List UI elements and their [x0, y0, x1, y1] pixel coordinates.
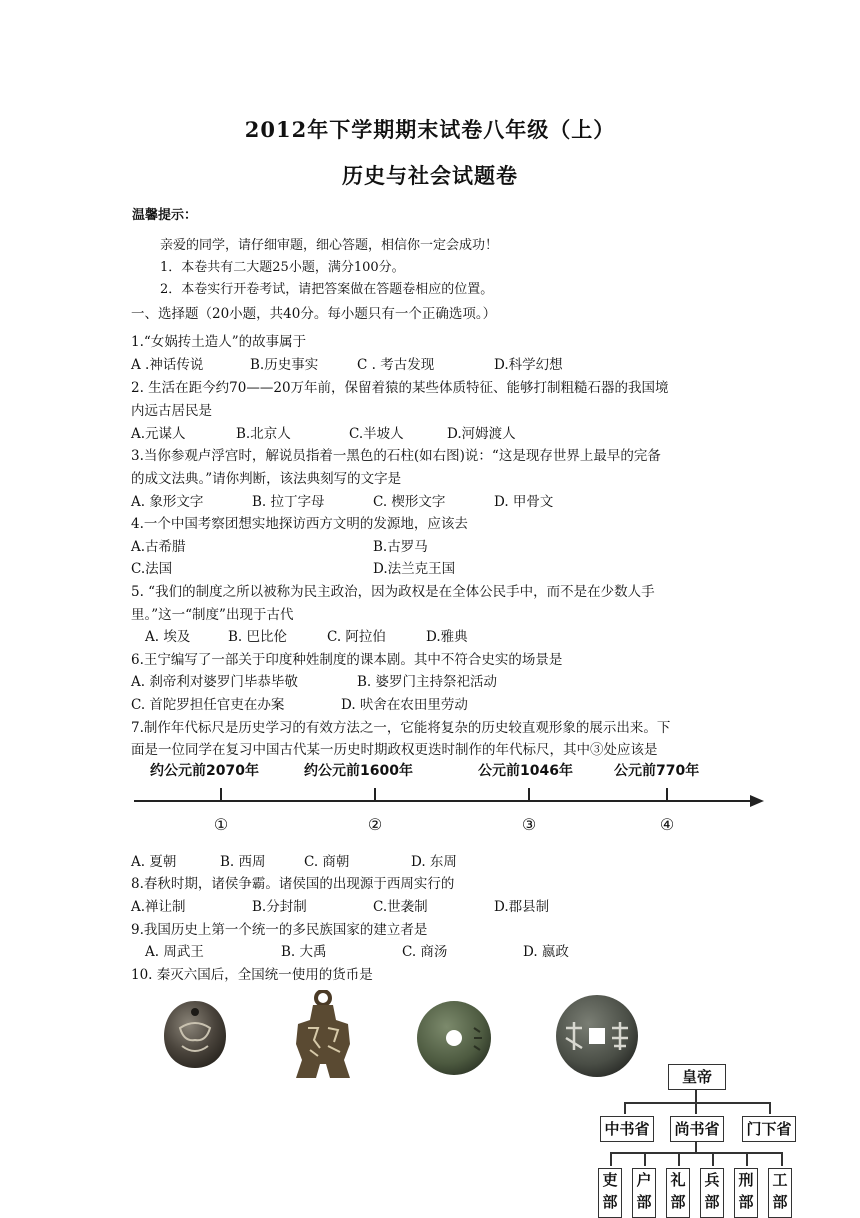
org-node-bottom: 礼部: [666, 1168, 690, 1218]
org-node-middle: 门下省: [742, 1116, 796, 1142]
question-stem: 10. 秦灭六国后，全国统一使用的货币是: [131, 967, 373, 983]
timeline-tick: [220, 788, 222, 801]
question-stem: 4.一个中国考察团想实地探访西方文明的发源地，应该去: [131, 516, 468, 532]
timeline-label: 公元前770年: [614, 763, 700, 779]
option: D. 东周: [411, 854, 457, 870]
option: D.法兰克王国: [373, 561, 456, 577]
option: C.半坡人: [349, 426, 404, 442]
question-stem: 6.王宁编写了一部关于印度种姓制度的课本剧。其中不符合史实的场景是: [131, 652, 563, 668]
option: B. 婆罗门主持祭祀活动: [357, 674, 498, 690]
connector: [610, 1152, 782, 1154]
connector: [712, 1152, 714, 1166]
option: D.雅典: [426, 629, 468, 645]
connector: [624, 1102, 626, 1114]
option: B.北京人: [236, 426, 291, 442]
tips-heading: 温馨提示：: [132, 208, 198, 223]
option: D.郡县制: [494, 899, 550, 915]
option: A .神话传说: [131, 357, 204, 373]
org-node-middle: 中书省: [600, 1116, 654, 1142]
question-stem: 5. “我们的制度之所以被称为民主政治，因为政权是在全体公民手中，而不是在少数人手: [131, 584, 655, 600]
option: B.历史事实: [250, 357, 319, 373]
option: A. 刹帝利对婆罗门毕恭毕敬: [131, 674, 298, 690]
timeline-mark: ④: [659, 815, 675, 834]
question-stem: 的成文法典。”请你判断，该法典刻写的文字是: [131, 471, 402, 487]
connector: [746, 1152, 748, 1166]
connector: [769, 1102, 771, 1114]
option: B. 拉丁字母: [252, 494, 325, 510]
option: C . 考古发现: [357, 357, 435, 373]
connector: [695, 1142, 697, 1152]
option: A. 象形文字: [131, 494, 204, 510]
connector: [624, 1102, 770, 1104]
option: C.法国: [131, 561, 173, 577]
org-node-bottom: 刑部: [734, 1168, 758, 1218]
question-stem: 面是一位同学在复习中国古代某一历史时期政权更迭时制作的年代标尺，其中③处应该是: [131, 742, 658, 758]
question-stem: 8.春秋时期，诸侯争霸。诸侯国的出现源于西周实行的: [131, 876, 455, 892]
timeline-mark: ③: [521, 815, 537, 834]
connector: [678, 1152, 680, 1166]
connector: [781, 1152, 783, 1166]
org-node-top: 皇帝: [668, 1064, 726, 1090]
timeline-ruler: [128, 758, 778, 838]
connector: [695, 1090, 697, 1102]
timeline-mark: ①: [213, 815, 229, 834]
exam-title: 2012年下学期期末试卷八年级（上）: [244, 117, 616, 142]
round-hole-coin-icon: [414, 998, 494, 1078]
org-node-bottom: 兵部: [700, 1168, 724, 1218]
option: B. 西周: [220, 854, 266, 870]
tip-line: 2．本卷实行开卷考试，请把答案做在答题卷相应的位置。: [160, 282, 494, 297]
option: C. 楔形文字: [373, 494, 446, 510]
option: D.河姆渡人: [447, 426, 516, 442]
org-chart: [596, 1062, 796, 1216]
connector: [695, 1102, 697, 1114]
option: A. 埃及: [145, 629, 191, 645]
question-stem: 7.制作年代标尺是历史学习的有效方法之一，它能将复杂的历史较直观形象的展示出来。下: [131, 720, 671, 736]
option: A.古希腊: [131, 539, 186, 555]
timeline-mark: ②: [367, 815, 383, 834]
section-heading: 一、选择题（20小题，共40分。每小题只有一个正确选项。）: [131, 306, 497, 322]
option: B. 大禹: [281, 944, 327, 960]
tip-line: 亲爱的同学，请仔细审题，细心答题，相信你一定会成功！: [160, 238, 499, 253]
question-stem: 3.当你参观卢浮宫时，解说员指着一黑色的石柱(如右图)说：“这是现存世界上最早的完备: [131, 448, 661, 464]
timeline-label: 约公元前2070年: [150, 763, 259, 779]
option: D. 吠舍在农田里劳动: [341, 697, 468, 713]
timeline-tick: [374, 788, 376, 801]
timeline-axis: [134, 800, 754, 802]
org-node-bottom: 工部: [768, 1168, 792, 1218]
option: D.科学幻想: [494, 357, 563, 373]
option: A. 周武王: [145, 944, 204, 960]
connector: [610, 1152, 612, 1166]
option: B.分封制: [252, 899, 307, 915]
question-stem: 1.“女娲抟土造人”的故事属于: [131, 334, 307, 350]
org-node-bottom: 户部: [632, 1168, 656, 1218]
option: B. 巴比伦: [228, 629, 288, 645]
timeline-label: 约公元前1600年: [304, 763, 413, 779]
option: D. 嬴政: [523, 944, 569, 960]
option: B.古罗马: [373, 539, 428, 555]
option: C.世袭制: [373, 899, 428, 915]
option: C. 阿拉伯: [327, 629, 386, 645]
option: A. 夏朝: [131, 854, 177, 870]
option: C. 首陀罗担任官吏在办案: [131, 697, 285, 713]
question-stem: 2. 生活在距今约70——20万年前，保留着猿的某些体质特征、能够打制粗糙石器的我国境: [131, 380, 669, 396]
timeline-tick: [528, 788, 530, 801]
option: C. 商汤: [402, 944, 448, 960]
timeline-label: 公元前1046年: [478, 763, 573, 779]
option: A.元谋人: [131, 426, 186, 442]
timeline-tick: [666, 788, 668, 801]
spade-coin-icon: [288, 990, 358, 1082]
exam-subtitle: 历史与社会试题卷: [342, 163, 518, 188]
tip-line: 1．本卷共有二大题25小题，满分100分。: [160, 260, 405, 275]
question-stem: 里。”这一“制度”出现于古代: [131, 607, 294, 623]
question-stem: 内远古居民是: [131, 403, 212, 419]
connector: [644, 1152, 646, 1166]
option: C. 商朝: [304, 854, 350, 870]
ant-nose-coin-icon: [160, 998, 230, 1070]
arrow-right-icon: [750, 795, 764, 807]
question-stem: 9.我国历史上第一个统一的多民族国家的建立者是: [131, 922, 428, 938]
option: A.禅让制: [131, 899, 186, 915]
org-node-bottom: 吏部: [598, 1168, 622, 1218]
org-node-middle: 尚书省: [670, 1116, 724, 1142]
option: D. 甲骨文: [494, 494, 554, 510]
